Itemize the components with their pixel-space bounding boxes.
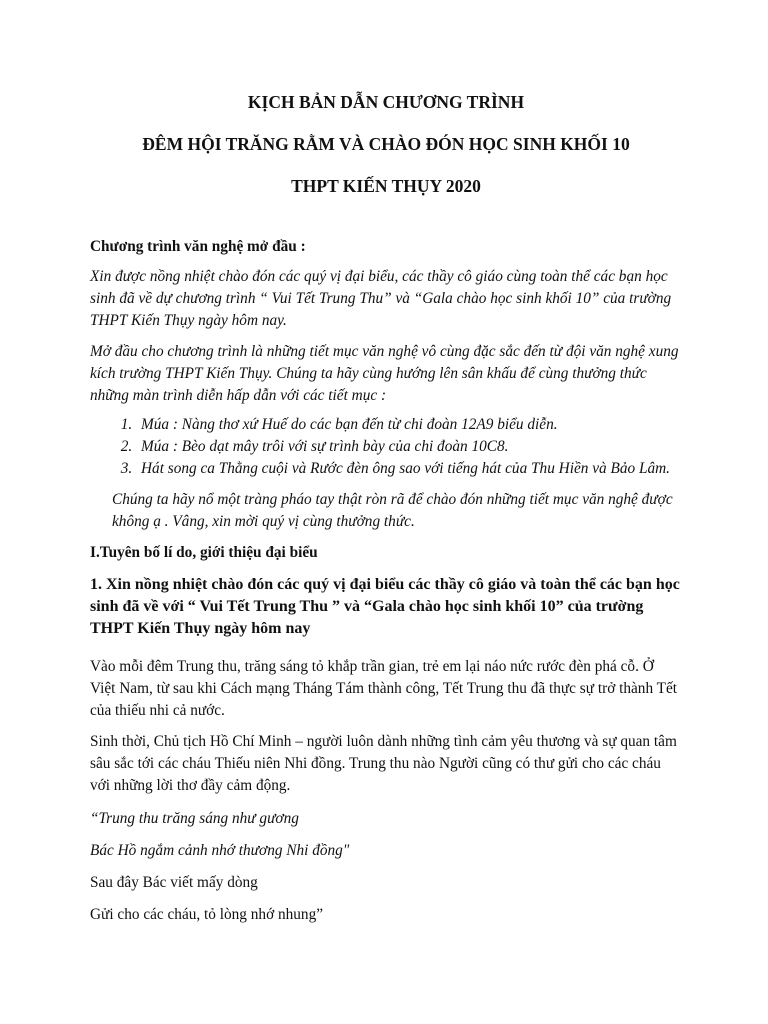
opening-paragraph-3: Chúng ta hãy nổ một tràng pháo tay thật ròn rã để chào đón những tiết mục văn nghệ được không ạ . Vâng, xin mời quý vị cùng thưởng thức. [112, 491, 673, 530]
list-item: 3. Hát song ca Thằng cuội và Rước đèn ông sao với tiếng hát của Thu Hiền và Bảo Lâm. [136, 458, 682, 480]
section-1-paragraph-1: Vào mỗi đêm Trung thu, trăng sáng tỏ khắp trần gian, trẻ em lại náo nức rước đèn phá cỗ. Ở Việt Nam, từ sau khi Cách mạng Tháng Tám thành công, Tết Trung thu đã thực sự trở thành Tết của thiếu nhi cả nước. [90, 658, 678, 719]
poem-line-1: “Trung thu trăng sáng như gương [90, 810, 299, 827]
poem-line-2: Bác Hồ ngắm cảnh nhớ thương Nhi đồng" [90, 842, 350, 859]
document-title [90, 90, 682, 198]
section-1-heading: I.Tuyên bố lí do, giới thiệu đại biểu [90, 544, 318, 561]
poem-line-3: Sau đây Bác viết mấy dòng [90, 874, 258, 891]
opening-heading: Chương trình văn nghệ mở đầu : [90, 238, 306, 255]
section-1-paragraph-2: Sinh thời, Chủ tịch Hồ Chí Minh – người luôn dành những tình cảm yêu thương và sự quan tâm sâu sắc tới các cháu Thiếu niên Nhi đồng. Trung thu nào Người cũng có thư gửi cho các cháu với những lời thơ đầy cảm động. [90, 733, 677, 794]
poem-line-4: Gửi cho các cháu, tỏ lòng nhớ nhung” [90, 906, 324, 923]
opening-paragraph-1: Xin được nồng nhiệt chào đón các quý vị đại biểu, các thầy cô giáo cùng toàn thể các bạn học sinh đã về dự chương trình “ Vui Tết Trung Thu” và “Gala chào học sinh khối 10” của trường THPT Kiến Thụy ngày hôm nay. [90, 268, 672, 329]
section-1-subheading: 1. Xin nồng nhiệt chào đón các quý vị đại biểu các thầy cô giáo và toàn thể các bạn học sinh đã về với “ Vui Tết Trung Thu ” và “Gala chào học sinh khối 10” của trường THPT Kiến Thụy ngày hôm nay [90, 576, 680, 637]
opening-paragraph-2: Mở đầu cho chương trình là những tiết mục văn nghệ vô cùng đặc sắc đến từ đội văn nghệ xung kích trường THPT Kiến Thụy. Chúng ta hãy cùng hướng lên sân khấu để cùng thưởng thức những màn trình diễn hấp dẫn với các tiết mục : [90, 343, 679, 404]
list-item: 2. Múa : Bèo dạt mây trôi với sự trình bày của chi đoàn 10C8. [136, 436, 682, 458]
title-line-1: KỊCH BẢN DẪN CHƯƠNG TRÌNH [247, 92, 525, 112]
performance-list [90, 414, 682, 480]
title-line-3: THPT KIẾN THỤY 2020 [291, 176, 481, 196]
list-item: 1. Múa : Nàng thơ xứ Huế do các bạn đến từ chi đoàn 12A9 biểu diễn. [136, 414, 682, 436]
title-line-2: ĐÊM HỘI TRĂNG RẰM VÀ CHÀO ĐÓN HỌC SINH KHỐI 10 [142, 134, 630, 154]
